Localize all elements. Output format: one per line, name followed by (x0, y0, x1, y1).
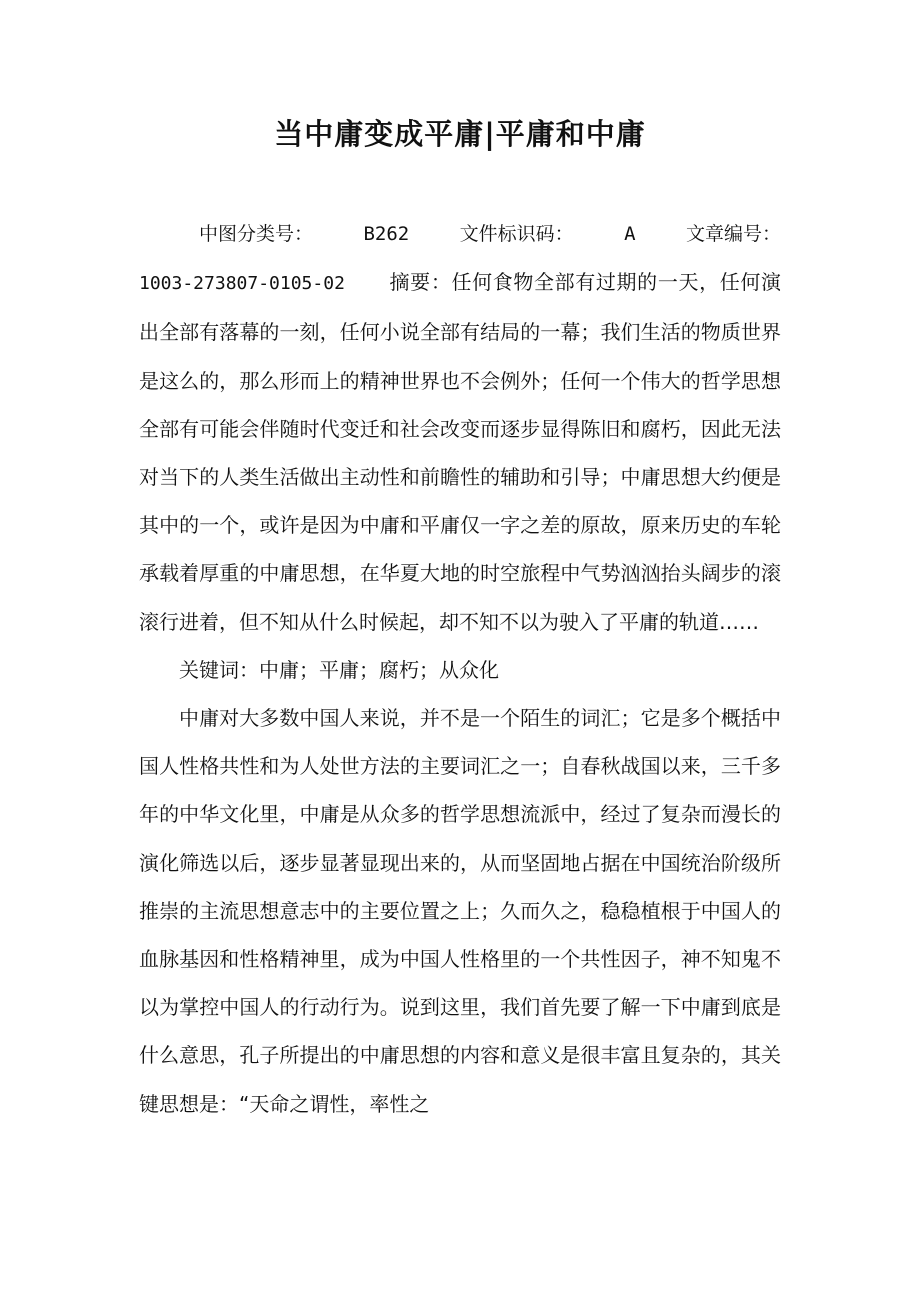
classification-number: B262 (363, 223, 410, 245)
classification-line (139, 210, 781, 258)
abstract-label: 摘要： (388, 270, 452, 295)
body-paragraph: 中庸对大多数中国人来说，并不是一个陌生的词汇；它是多个概括中国人性格共性和为人处世方法的主要词汇之一；自春秋战国以来，三千多年的中华文化里，中庸是从众多的哲学思想流派中，经过了复杂而漫长的演化筛选以后，逐步显著显现出来的，从而坚固地占据在中国统治阶级所推崇的主流思想意志中的主要位置之上；久而久之，稳稳植根于中国人的血脉基因和性格精神里，成为中国人性格里的一个共性因子，神不知鬼不以为掌控中国人的行动行为。说到这里，我们首先要了解一下中庸到底是什么意思，孔子所提出的中庸思想的内容和意义是很丰富且复杂的，其关键思想是：“天命之谓性，率性之 (139, 706, 781, 1116)
abstract-paragraph (139, 258, 781, 646)
keywords-line (139, 646, 781, 694)
document-code-label: 文件标识码： (459, 223, 574, 245)
document-title: 当中庸变成平庸|平庸和中庸 (274, 117, 646, 151)
keywords-label: 关键词： (179, 657, 259, 682)
document-code: A (624, 223, 636, 245)
abstract-text: 任何食物全部有过期的一天，任何演出全部有落幕的一刻，任何小说全部有结局的一幕；我们生活的物质世界是这么的，那么形而上的精神世界也不会例外；任何一个伟大的哲学思想全部有可能会伴随时代变迁和社会改变而逐步显得陈旧和腐朽，因此无法对当下的人类生活做出主动性和前瞻性的辅助和引导；中庸思想大约便是其中的一个，或许是因为中庸和平庸仅一字之差的原故，原来历史的车轮承载着厚重的中庸思想，在华夏大地的时空旅程中气势汹汹抬头阔步的滚滚行进着，但不知从什么时候起，却不知不以为驶入了平庸的轨道…… (139, 270, 782, 634)
keywords-text: 中庸；平庸；腐朽；从众化 (259, 657, 499, 682)
document-body (139, 210, 781, 1128)
article-number-label: 文章编号： (685, 223, 781, 245)
classification-label: 中图分类号： (199, 223, 314, 245)
article-number: 1003-273807-0105-02 (139, 273, 345, 295)
